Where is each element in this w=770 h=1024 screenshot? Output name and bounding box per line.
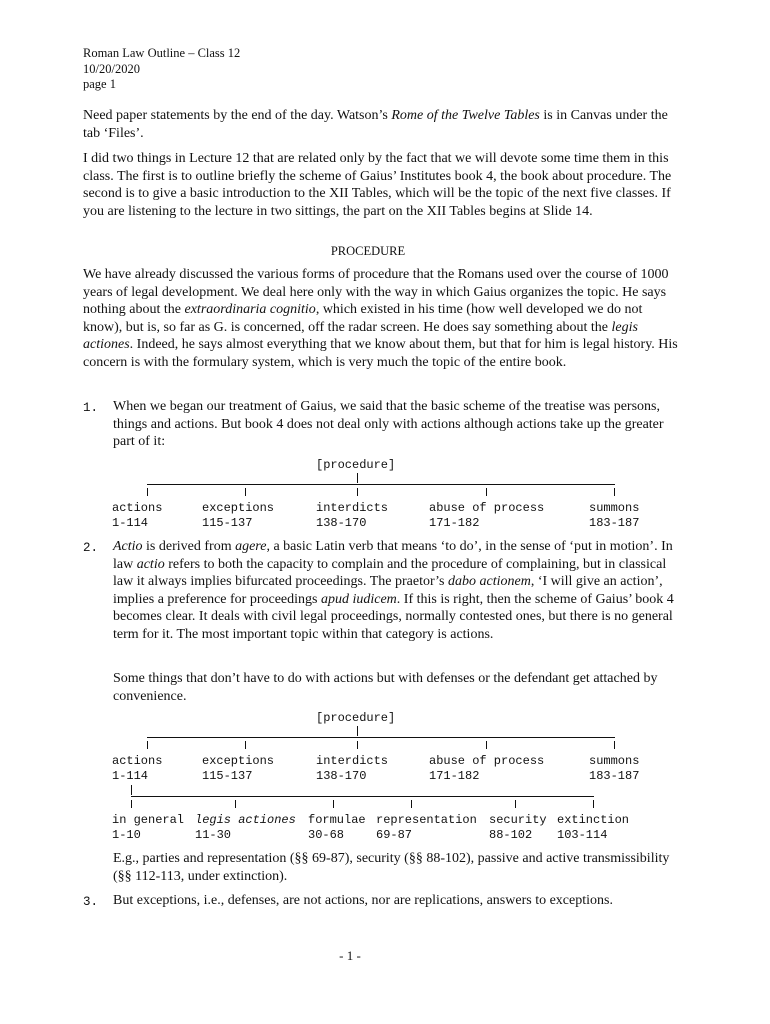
diagram-label: exceptions (202, 754, 275, 768)
diagram-range: 115-137 (202, 769, 253, 783)
diagram-sub-range: 11-30 (195, 828, 232, 842)
diagram-sub-range: 1-10 (112, 828, 141, 842)
running-header (83, 46, 240, 93)
diagram-label: actions (112, 754, 163, 768)
item-number-1: 1. (83, 401, 99, 415)
diagram-label: actions (112, 501, 163, 515)
page-number: - 1 - (339, 948, 361, 963)
header-date: 10/20/2020 (83, 61, 140, 76)
diagram-branch-line (147, 484, 615, 485)
diagram-label: abuse of process (429, 754, 545, 768)
diagram-label: exceptions (202, 501, 275, 515)
diagram-label: summons (589, 754, 640, 768)
diagram-range: 138-170 (316, 769, 367, 783)
diagram-range: 1-114 (112, 769, 149, 783)
diagram-label: summons (589, 501, 640, 515)
diagram-sub-label: extinction (557, 813, 630, 827)
section-title: PROCEDURE (330, 244, 406, 258)
diagram-root-label: [procedure] (316, 711, 396, 725)
diagram-range: 138-170 (316, 516, 367, 530)
diagram-branch-line (147, 737, 615, 738)
diagram-sub-label: legis actiones (195, 813, 296, 827)
diagram-root-label: [procedure] (316, 458, 396, 472)
diagram-sub-branch-line (131, 796, 594, 797)
diagram-sub-label: representation (376, 813, 477, 827)
intro-paragraph-1: Need paper statements by the end of the day. Watson’s Rome of the Twelve Tables is in Canvas under the tab ‘Files’. (83, 108, 668, 141)
diagram-sub-label: formulae (308, 813, 366, 827)
diagram-range: 1-114 (112, 516, 149, 530)
header-page: page 1 (83, 77, 116, 91)
item-3-text: But exceptions, i.e., defenses, are not actions, nor are replications, answers to exceptions. (113, 893, 613, 908)
item-2-followup: Some things that don’t have to do with actions but with defenses or the defendant get attached by convenience. (113, 671, 658, 704)
diagram-range: 115-137 (202, 516, 253, 530)
diagram-range: 171-182 (429, 769, 480, 783)
item-number-3: 3. (83, 895, 99, 909)
diagram-label: interdicts (316, 754, 389, 768)
diagram-sub-range: 69-87 (376, 828, 413, 842)
item-2-text: Actio is derived from agere, a basic Latin verb that means ‘to do’, in the sense of ‘put in motion’. In law actio refers to both the capacity to complain and the procedure of complaining, but in classical law it always implies bifurcated proceedings. The praetor’s dabo actionem, ‘I will give an action’, implies a preference for proceedings apud iudicem. If this is right, then the scheme of Gaius’ book 4 becomes clear. It deals with civil legal proceedings, normally contested ones, but there is no general term for it. The most important topic within that category is actions. (113, 539, 674, 642)
diagram-range: 183-187 (589, 516, 640, 530)
item-number-2: 2. (83, 541, 99, 555)
book-title: Rome of the Twelve Tables (391, 108, 540, 123)
diagram-range: 183-187 (589, 769, 640, 783)
diagram-label: abuse of process (429, 501, 545, 515)
item-1-text: When we began our treatment of Gaius, we said that the basic scheme of the treatise was persons, things and actions. But book 4 does not deal only with actions although actions take up the greater part of it: (113, 399, 664, 449)
diagram-sub-range: 103-114 (557, 828, 608, 842)
diagram-range: 171-182 (429, 516, 480, 530)
diagram-label: interdicts (316, 501, 389, 515)
diagram-sub-label: in general (112, 813, 185, 827)
header-title: Roman Law Outline – Class 12 (83, 46, 241, 60)
diagram-sub-range: 88-102 (489, 828, 533, 842)
intro-paragraph-2: I did two things in Lecture 12 that are related only by the fact that we will devote some time them in this class. The first is to outline briefly the scheme of Gaius’ Institutes book 4, the book about procedure. The second is to give a basic introduction to the XII Tables, which will be the topic of the next five classes. If you are listening to the lecture in two sittings, the part on the XII Tables begins at Slide 14. (83, 151, 672, 219)
diagram-sub-label: security (489, 813, 547, 827)
diagram-sub-range: 30-68 (308, 828, 345, 842)
procedure-paragraph: We have already discussed the various forms of procedure that the Romans used over the course of 1000 years of legal development. We deal here only with the way in which Gaius organizes the topic. He says nothing about the extraordinaria cognitio, which existed in his time (how well developed we do not know), but is, so far as G. is concerned, off the radar screen. He does say something about the legis actiones. Indeed, he says almost everything that we know about them, but that for him is legal history. His concern is with the formulary system, which is very much the topic of the entire book. (83, 267, 678, 370)
example-paragraph: E.g., parties and representation (§§ 69-87), security (§§ 88-102), passive and active transmissibility (§§ 112-113, under extinction). (113, 851, 670, 884)
